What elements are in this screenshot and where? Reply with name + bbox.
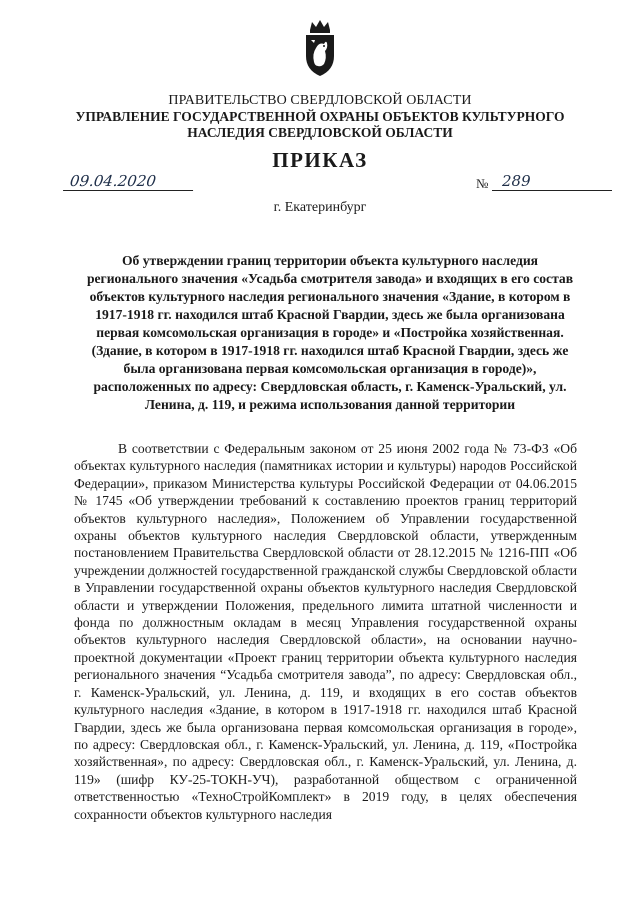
order-date: 09.04.2020 [63,172,195,191]
place-of-issue: г. Екатеринбург [273,200,367,215]
document-title: ПРИКАЗ [272,148,368,172]
preamble-paragraph: В соответствии с Федеральным законом от 25 июня 2002 года № 73-ФЗ «Об объектах культурного наследия (памятниках истории и культуры) народов Российской Федерации», приказом Министерства культуры Российской Федерации от 04.06.2015 № 1745 «Об утверждении требований к составлению проектов границ территорий объектов культурного наследия», Положением об Управлении государственной охраны объектов культурного наследия Свердловской области, утвержденным постановлением Правительства Свердловской области от 28.12.2015 № 1216-ПП «Об учреждении должностей государственной гражданской службы Свердловской области в Управлении государственной охраны объектов культурного наследия Свердловской области и утверждении Положения, предельного лимита штатной численности и фонда по должностным окладам в месяц Управления государственной охраны объектов культурного наследия Свердловской области», на основании научно-проектной документации «Проект границ территории объекта культурного наследия регионального значения “Усадьба смотрителя завода”, по адресу: Свердловская обл., г. Каменск-Уральский, ул. Ленина, д. 119, и входящих в его состав объектов культурного наследия «Здание, в котором в 1917-1918 гг. находился штаб Красной Гвардии, здесь же была организована первая комсомольская организация в городе», по адресу: Свердловская обл., г. Каменск-Уральский, ул. Ленина, д. 119, «Постройка хозяйственная», по адресу: Свердловская обл., г. Каменск-Уральский, ул. Ленина, д. 119» (шифр КУ-25-ТОКН-УЧ), разработанной обществом с ограниченной ответственностью «ТехноСтройКомплект» в 2019 году, в целях обеспечения сохранности объектов культурного наследия [74,441,577,822]
department-name: УПРАВЛЕНИЕ ГОСУДАРСТВЕННОЙ ОХРАНЫ ОБЪЕКТОВ КУЛЬТУРНОГО НАСЛЕДИЯ СВЕРДЛОВСКОЙ ОБЛАСТИ [75,109,565,140]
order-subject-heading: Об утверждении границ территории объекта культурного наследия регионального значения «Усадьба смотрителя завода» и входящих в его состав объектов культурного наследия регионального значения «Здание, в котором в 1917-1918 гг. находился штаб Красной Гвардии, здесь же была организована первая комсомольская организация в городе» и «Постройка хозяйственная. (Здание, в котором в 1917-1918 гг. находился штаб Красной Гвардии, здесь же была организована первая комсомольская организация в городе)», расположенных по адресу: Свердловская область, г. Каменск-Уральский, ул. Ленина, д. 119, и режима использования данной территории [86,253,574,412]
government-name: ПРАВИТЕЛЬСТВО СВЕРДЛОВСКОЙ ОБЛАСТИ [168,93,472,108]
order-number-label: № [476,176,489,191]
order-number: 289 [492,172,612,191]
coat-of-arms-icon [302,18,338,78]
